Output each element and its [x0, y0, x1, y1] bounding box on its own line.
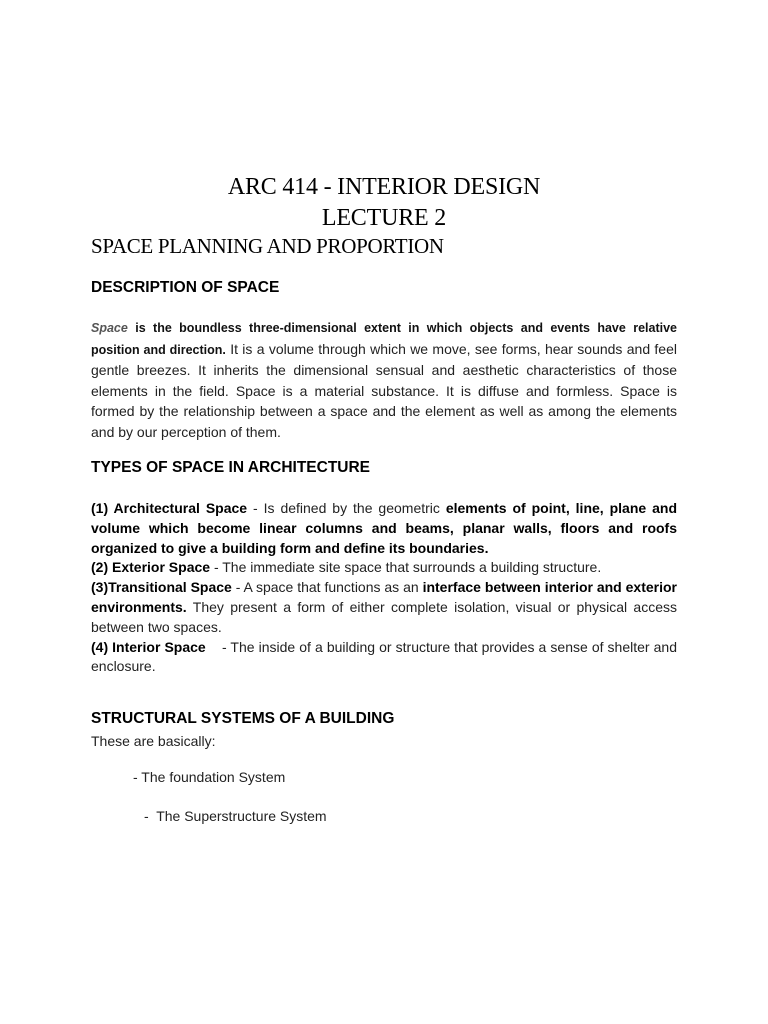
section-heading-description: DESCRIPTION OF SPACE — [91, 279, 280, 296]
list-item: (2) Exterior Space - The immediate site space that surrounds a building structure. — [91, 559, 602, 576]
space-term: Space — [91, 321, 128, 335]
list-item: (4) Interior Space - The inside of a building or structure that provides a sense of shelter and enclosure. — [91, 638, 681, 675]
space-definition: is the boundless three-dimensional extent in which objects and events have relative position and direction. — [91, 321, 677, 357]
types-of-space-list — [91, 499, 681, 677]
list-item: (1) Architectural Space - Is defined by the geometric elements of point, line, plane and volume which become linear columns and beams, planar walls, floors and roofs organized to give a building form and define its boundaries. — [91, 500, 677, 556]
space-description-body: It is a volume through which we move, see forms, hear sounds and feel gentle breezes. It inherits the dimensional sensual and aesthetic characteristics of those elements in the field. Space is a material substance. It is diffuse and formless. Space is formed by the relationship between a space and the element as well as among the elements and by our perception of them. — [91, 340, 677, 440]
lecture-number: LECTURE 2 — [321, 205, 447, 231]
list-item-foundation: - The foundation System — [133, 769, 286, 785]
document-subtitle: SPACE PLANNING AND PROPORTION — [91, 234, 444, 258]
section-heading-structural: STRUCTURAL SYSTEMS OF A BUILDING — [91, 710, 395, 727]
description-paragraph — [91, 317, 677, 442]
list-item-superstructure: - The Superstructure System — [144, 808, 327, 824]
document-title: ARC 414 - INTERIOR DESIGN — [227, 174, 541, 200]
structural-intro: These are basically: — [91, 733, 216, 749]
list-item: (3)Transitional Space - A space that functions as an interface between interior and exterior environments. They present a form of either complete isolation, visual or physical access between two spaces. — [91, 579, 677, 635]
section-heading-types: TYPES OF SPACE IN ARCHITECTURE — [91, 459, 371, 476]
